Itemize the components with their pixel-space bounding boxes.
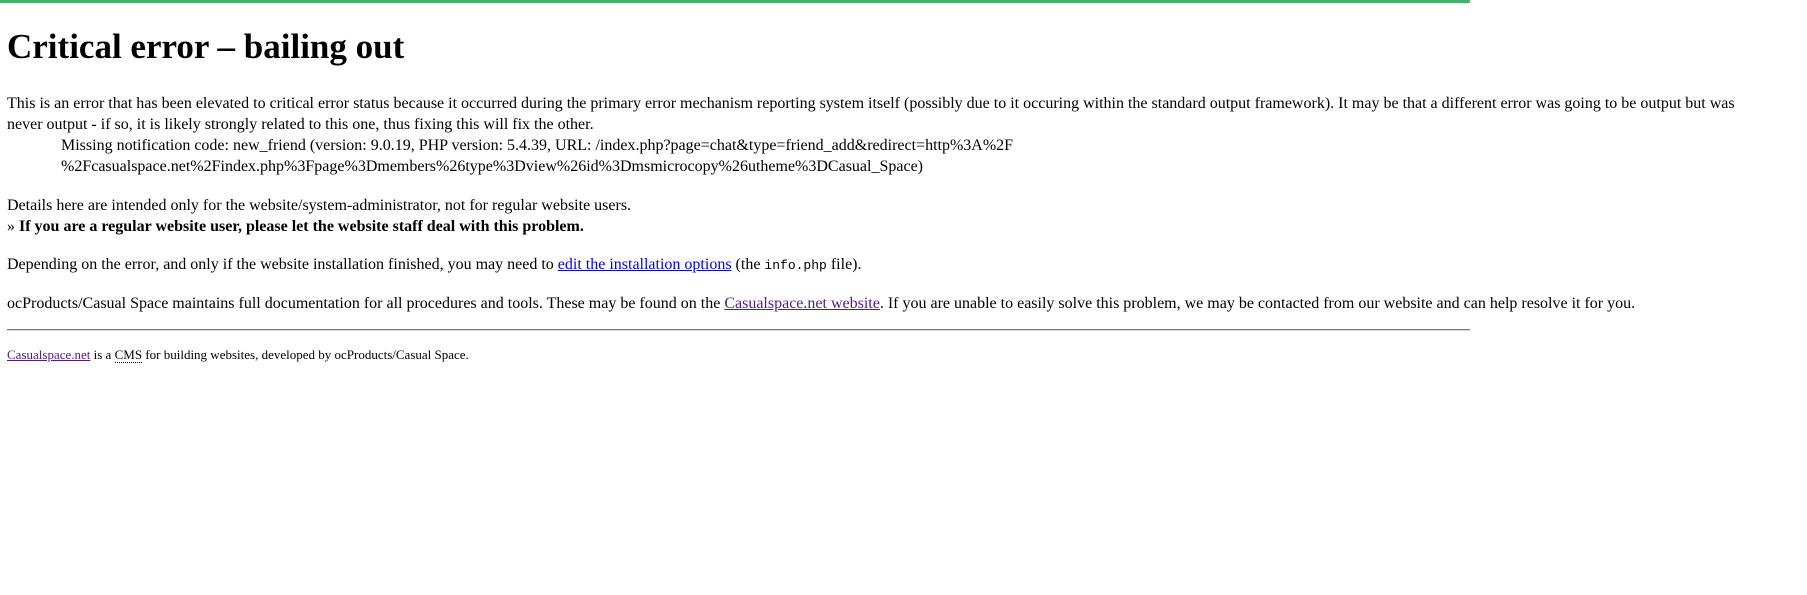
edit-installation-options-link[interactable]: edit the installation options <box>557 256 732 273</box>
footer-divider <box>7 329 1470 331</box>
doc-text-after: . If you are unable to easily solve this problem, we may be contacted from our website and can help resolve it for you. <box>879 295 1636 312</box>
install-text-after: file). <box>826 256 862 273</box>
casualspace-website-link[interactable]: Casualspace.net website <box>724 295 880 312</box>
install-options-paragraph <box>7 254 862 276</box>
footer-casualspace-link[interactable]: Casualspace.net <box>7 347 91 362</box>
footer-text-2: for building websites, developed by ocProducts/Casual Space. <box>142 347 469 362</box>
regular-user-notice <box>7 216 584 237</box>
cms-abbr: CMS <box>114 347 143 362</box>
regular-user-warning: If you are a regular website user, please let the website staff deal with this problem. <box>19 218 584 235</box>
raquo-glyph: » <box>7 218 19 235</box>
page-title: Critical error – bailing out <box>7 27 405 66</box>
footer-text-1: is a <box>90 347 115 362</box>
intro-text-line1: This is an error that has been elevated to critical error status because it occurred during the primary error mechanism reporting system itself (possibly due to it occuring within the standard output framework). It may be that a different error was going to be output but was <box>7 95 1735 112</box>
footer <box>7 346 469 364</box>
doc-text-before: ocProducts/Casual Space maintains full documentation for all procedures and tools. These may be found on the <box>7 295 725 312</box>
install-text-mid: (the <box>731 256 765 273</box>
info-php-code: info.php <box>764 258 827 273</box>
error-message-line1: Missing notification code: new_friend (version: 9.0.19, PHP version: 5.4.39, URL: /index.php?page=chat&type=friend_add&redirect=http%3A%2F <box>61 137 1014 154</box>
install-text-before: Depending on the error, and only if the website installation finished, you may need to <box>7 256 558 273</box>
top-accent-bar <box>0 0 1470 3</box>
intro-text-line2: never output - if so, it is likely strongly related to this one, thus fixing this will fix the other. <box>7 116 594 133</box>
details-notice: Details here are intended only for the website/system-administrator, not for regular website users. <box>7 197 632 214</box>
documentation-paragraph <box>7 293 1635 314</box>
error-message-line2: %2Fcasualspace.net%2Findex.php%3Fpage%3Dmembers%26type%3Dview%26id%3Dmsmicrocopy%26utheme%3DCasual_Space) <box>61 158 924 175</box>
